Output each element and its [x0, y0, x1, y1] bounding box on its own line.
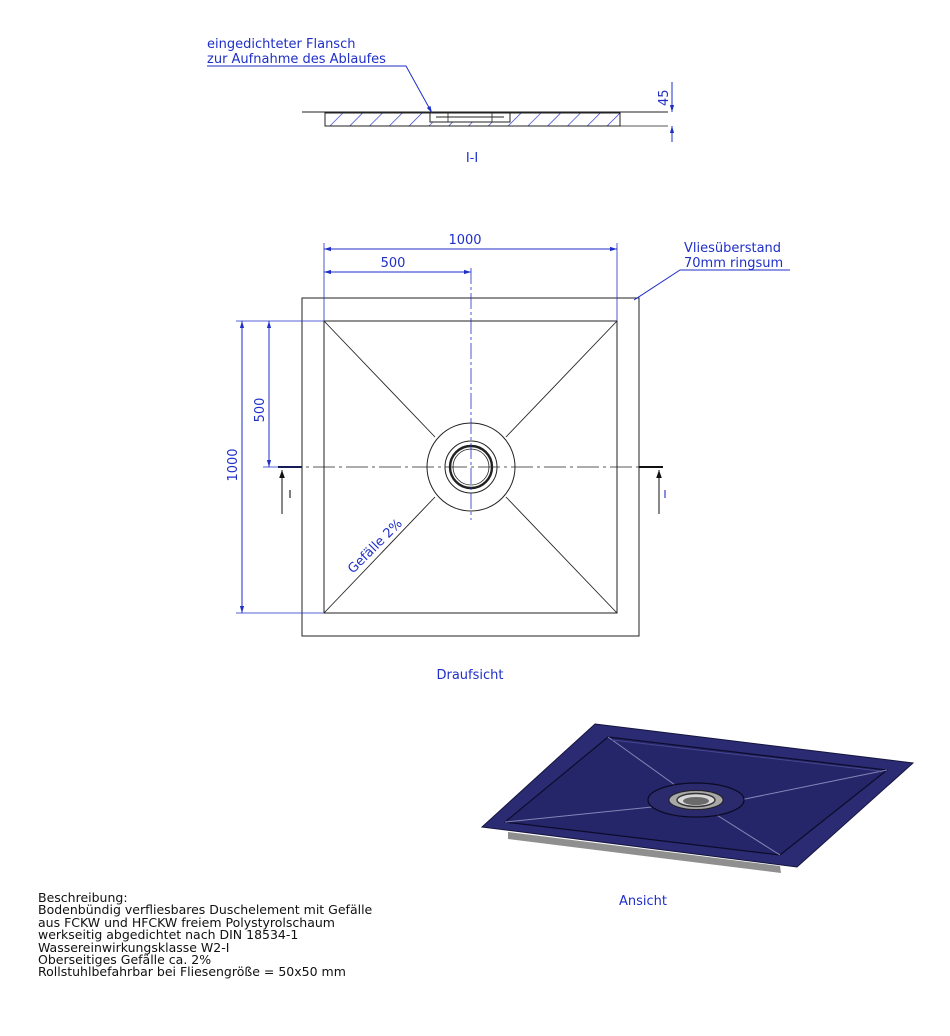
cut-marker-left: [278, 467, 302, 514]
half-width-dimension: 500: [380, 256, 406, 271]
flange-label-line2: zur Aufnahme des Ablaufes: [207, 52, 386, 67]
flange-label-line1: eingedichteter Flansch: [207, 37, 356, 52]
svg-text:I: I: [663, 488, 667, 501]
plan-caption: Draufsicht: [436, 668, 504, 683]
fleece-label-line1: Vliesüberstand: [684, 241, 782, 256]
iso-caption: Ansicht: [618, 894, 668, 909]
height-dimension-plan: 1000: [226, 448, 241, 482]
plan-view: [226, 233, 790, 683]
height-dimension: 45: [657, 89, 672, 106]
isometric-view: [482, 724, 913, 909]
flange-leader: [207, 66, 432, 113]
section-caption: I-I: [465, 151, 479, 166]
description-line: Rollstuhlbefahrbar bei Fliesengröße = 50x50 mm: [38, 964, 346, 980]
section-view: [207, 37, 672, 166]
svg-text:I: I: [288, 488, 292, 501]
fleece-label-line2: 70mm ringsum: [684, 256, 784, 271]
description-block: [38, 892, 372, 979]
slope-label: Gefälle 2%: [345, 516, 406, 577]
description-line: Wassereinwirkungsklasse W2-I: [38, 939, 230, 955]
description-line: werkseitig abgedichtet nach DIN 18534-1: [38, 927, 299, 943]
description-line: Bodenbündig verfliesbares Duschelement mit Gefälle: [38, 902, 373, 918]
description-line: Oberseitiges Gefälle ca. 2%: [38, 952, 212, 968]
half-height-dimension: 500: [253, 397, 268, 423]
fleece-leader: [634, 270, 790, 300]
description-line: aus FCKW und HFCKW freiem Polystyrolschaum: [38, 914, 335, 930]
width-dimension: 1000: [448, 233, 482, 248]
cut-marker-right: [639, 467, 667, 514]
description-heading: Beschreibung:: [38, 890, 128, 905]
